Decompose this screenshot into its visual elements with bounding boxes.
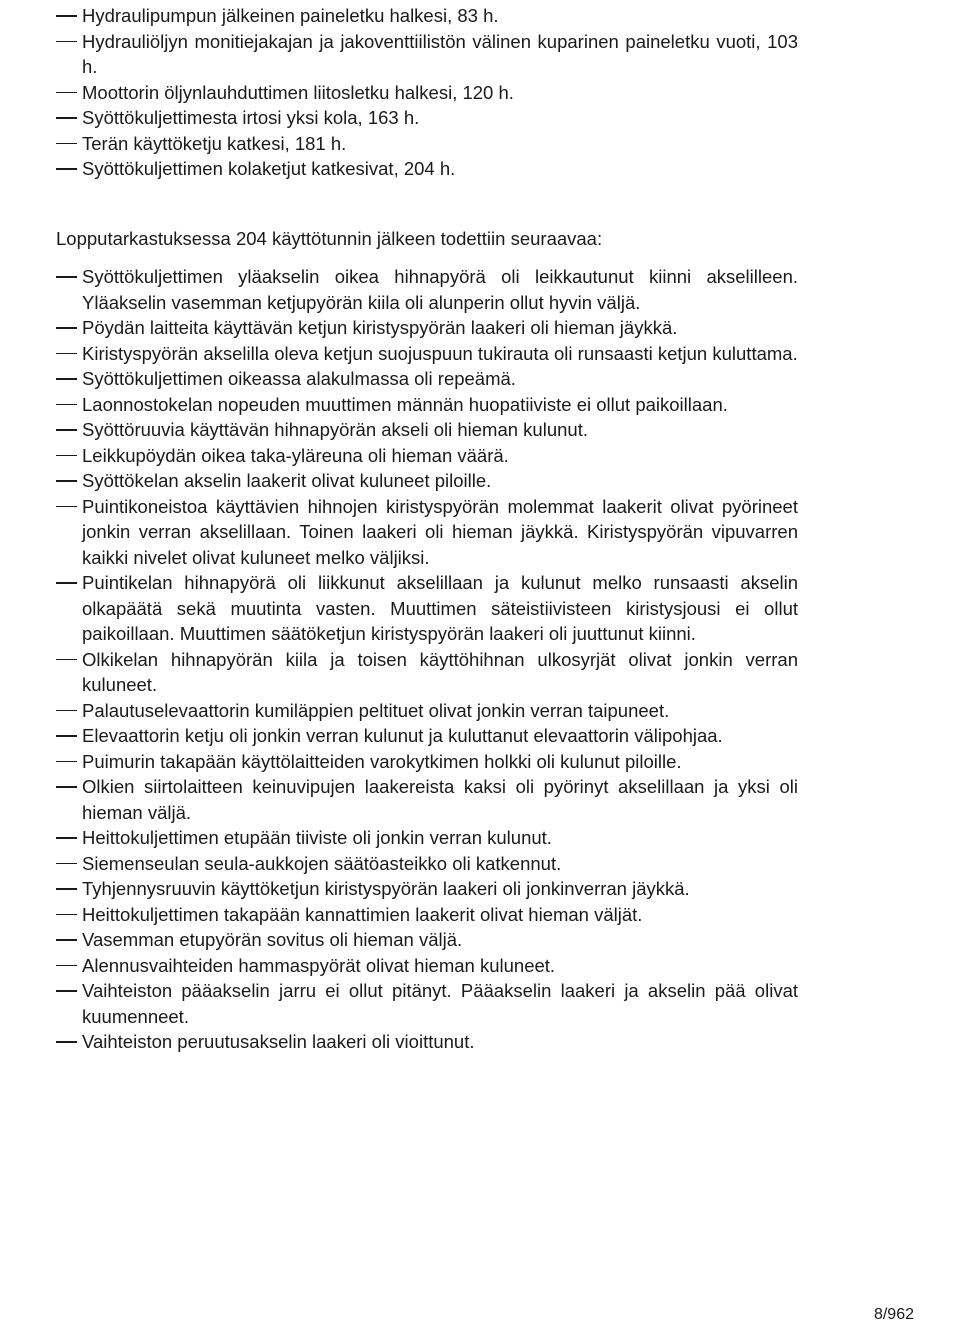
finding-item: [56, 1029, 798, 1055]
inspection-findings-list: [56, 264, 798, 1055]
list-item-text: Elevaattorin ketju oli jonkin verran kulunut ja kuluttanut elevaattorin välipohjaa.: [82, 725, 723, 746]
page-number: 8/962: [873, 1306, 914, 1323]
finding-item: [56, 749, 798, 775]
finding-item: [56, 341, 798, 367]
list-item-text: Olkikelan hihnapyörän kiila ja toisen käyttöhihnan ulkosyrjät olivat jonkin verran kuluneet.: [82, 648, 798, 695]
list-item-text: Puintikelan hihnapyörä oli liikkunut akselillaan ja kulunut melko runsaasti akselin olkapäätä sekä muutinta vasten. Muuttimen säteistiivisteen kiristysjousi ei ollut paikoillaan. Muuttimen säätöketjun kiristyspyörän laakeri oli juuttunut kiinni.: [82, 572, 798, 644]
failure-log-item: [56, 80, 798, 106]
finding-item: [56, 392, 798, 418]
list-item-text: Kiristyspyörän akselilla oleva ketjun suojuspuun tukirauta oli runsaasti ketjun kuluttama.: [82, 342, 798, 364]
list-item-text: Siemenseulan seula-aukkojen säätöasteikko oli katkennut.: [82, 852, 562, 874]
list-item-text: Laonnostokelan nopeuden muuttimen männän huopatiiviste ei ollut paikoillaan.: [82, 393, 728, 415]
list-item-text: Syöttökuljettimen oikeassa alakulmassa oli repeämä.: [82, 368, 516, 389]
finding-item: [56, 443, 798, 469]
failure-log-item: [56, 105, 798, 131]
list-item-text: Alennusvaihteiden hammaspyörät olivat hieman kuluneet.: [82, 954, 556, 976]
failure-log-item: [56, 3, 798, 29]
list-item-text: Hydrauliöljyn monitiejakajan ja jakoventtiilistön välinen kuparinen paineletku vuoti, 103 h.: [82, 30, 798, 77]
finding-item: [56, 315, 798, 341]
list-item-text: Syöttökuljettimesta irtosi yksi kola, 163 h.: [82, 107, 420, 128]
finding-item: [56, 902, 798, 928]
list-item-text: Vasemman etupyörän sovitus oli hieman väljä.: [82, 929, 463, 950]
finding-item: [56, 927, 798, 953]
finding-item: [56, 366, 798, 392]
list-item-text: Moottorin öljynlauhduttimen liitosletku halkesi, 120 h.: [82, 81, 514, 103]
finding-item: [56, 978, 798, 1029]
finding-item: [56, 825, 798, 851]
list-item-text: Tyhjennysruuvin käyttöketjun kiristyspyörän laakeri oli jonkinverran jäykkä.: [82, 878, 690, 899]
finding-item: [56, 494, 798, 571]
list-item-text: Hydraulipumpun jälkeinen paineletku halkesi, 83 h.: [82, 5, 499, 26]
finding-item: [56, 774, 798, 825]
finding-item: [56, 851, 798, 877]
finding-item: [56, 698, 798, 724]
list-item-text: Syöttökuljettimen yläakselin oikea hihnapyörä oli leikkautunut kiinni akselilleen. Yläakselin vasemman ketjupyörän kiila oli alunperin ollut hyvin väljä.: [82, 266, 798, 313]
finding-item: [56, 468, 798, 494]
list-item-text: Heittokuljettimen takapään kannattimien laakerit olivat hieman väljät.: [82, 903, 643, 925]
list-item-text: Pöydän laitteita käyttävän ketjun kiristyspyörän laakeri oli hieman jäykkä.: [82, 317, 678, 338]
list-item-text: Puintikoneistoa käyttävien hihnojen kiristyspyörän molemmat laakerit olivat pyörineet jonkin verran akselillaan. Toinen laakeri oli hieman jäykkä. Kiristyspyörän vipuvarren kaikki nivelet olivat kuluneet melko väljiksi.: [82, 495, 798, 568]
failure-log-item: [56, 29, 798, 80]
finding-item: [56, 570, 798, 647]
list-item-text: Syöttökelan akselin laakerit olivat kuluneet piloille.: [82, 470, 492, 491]
list-item-text: Terän käyttöketju katkesi, 181 h.: [82, 132, 347, 154]
finding-item: [56, 953, 798, 979]
list-item-text: Syöttökuljettimen kolaketjut katkesivat, 204 h.: [82, 158, 456, 179]
list-item-text: Leikkupöydän oikea taka-yläreuna oli hieman väärä.: [82, 444, 509, 466]
finding-item: [56, 417, 798, 443]
failure-log-item: [56, 131, 798, 157]
list-item-text: Syöttöruuvia käyttävän hihnapyörän akseli oli hieman kulunut.: [82, 419, 588, 440]
list-item-text: Heittokuljettimen etupään tiiviste oli jonkin verran kulunut.: [82, 827, 552, 848]
list-item-text: Puimurin takapään käyttölaitteiden varokytkimen holkki oli kulunut piloille.: [82, 750, 682, 772]
list-item-text: Palautuselevaattorin kumiläppien peltituet olivat jonkin verran taipuneet.: [82, 699, 670, 721]
list-item-text: Vaihteiston peruutusakselin laakeri oli vioittunut.: [82, 1031, 475, 1052]
finding-item: [56, 723, 798, 749]
finding-item: [56, 876, 798, 902]
list-item-text: Vaihteiston pääakselin jarru ei ollut pitänyt. Pääakselin laakeri ja akselin pää olivat kuumenneet.: [82, 980, 798, 1027]
finding-item: [56, 264, 798, 315]
failure-log-list: [56, 3, 798, 182]
finding-item: [56, 647, 798, 698]
failure-log-item: [56, 156, 798, 182]
inspection-intro: Lopputarkastuksessa 204 käyttötunnin jälkeen todettiin seuraavaa:: [56, 228, 603, 249]
list-item-text: Olkien siirtolaitteen keinuvipujen laakereista kaksi oli pyörinyt akselillaan ja yksi oli hieman väljä.: [82, 776, 798, 823]
